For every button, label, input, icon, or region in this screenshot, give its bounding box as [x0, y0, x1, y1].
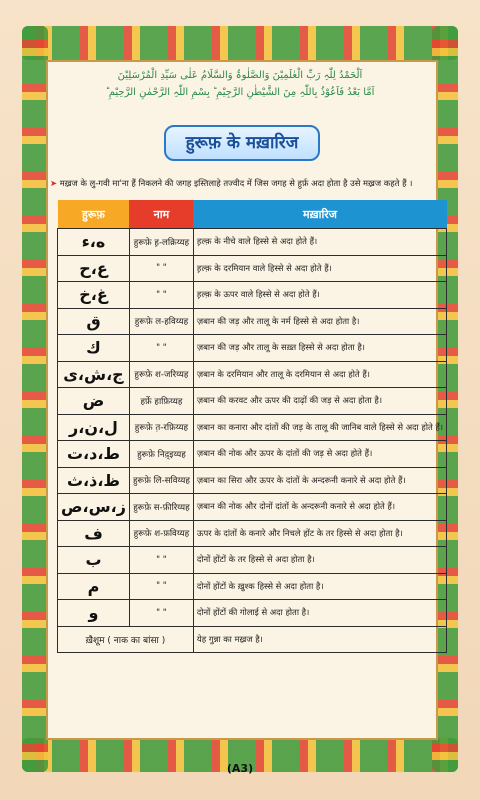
arabic-line-2: اَمَّا بَعْدُ فَاَعُوْذُ بِاللّٰہِ مِنَ الشَّیْطٰنِ الرَّجِیْمِ ؕ بِسْمِ اللّٰہِ الرَّحْمٰنِ الرَّحِیْمِ ؕ	[105, 87, 375, 98]
arrow-icon: ➤	[50, 178, 58, 188]
letters-cell: و	[58, 600, 130, 627]
desc-cell: ज़बान का कनारा और दांतों की जड़ के तालू की जानिब वाले हिस्से से अदा होते हैं।	[193, 414, 446, 441]
table-row	[58, 494, 447, 521]
table-row	[58, 573, 447, 600]
table-row	[58, 467, 447, 494]
table-row	[58, 600, 447, 627]
desc-cell: ज़बान की करवट और ऊपर की दाढ़ों की जड़ से अदा होता है।	[193, 388, 446, 415]
name-cell: हुरूफ़े निद़्इय्यह	[129, 441, 193, 468]
desc-cell: ज़बान का सिरा और ऊपर के दांतों के अन्दरूनी कनारे से अदा होते हैं।	[193, 467, 446, 494]
table-row	[58, 520, 447, 547]
name-cell: हुरूफ़े लि-सविय्यह	[129, 467, 193, 494]
table-row	[58, 547, 447, 574]
desc-cell: ज़बान की जड़ और तालू के सख़्त हिस्से से अदा होता है।	[193, 335, 446, 362]
desc-cell: ह़ल्क़ के ऊपर वाले हिस्से से अदा होते हैं।	[193, 282, 446, 309]
name-cell: हुरूफ़े ल-हविय्यह	[129, 308, 193, 335]
letters-cell: ز،س،ص	[58, 494, 130, 521]
desc-cell: ज़बान की नोक और दोनों दांतों के अन्दरूनी कनारे से अदा होते हैं।	[193, 494, 446, 521]
table-row	[58, 229, 447, 256]
khaishoom-cell: ख़ैशूम ( नाक का बांसा )	[58, 626, 194, 653]
desc-cell: ज़बान की नोक और ऊपर के दांतों की जड़ से अदा होते हैं।	[193, 441, 446, 468]
desc-cell: दोनों होंटों के ख़ुश्क हिस्से से अदा होता है।	[193, 573, 446, 600]
letters-cell: ض	[58, 388, 130, 415]
decorative-border-top	[22, 26, 458, 60]
desc-cell: येह गुन्ना का मख़्रज है।	[193, 626, 446, 653]
arabic-line-1: اَلْحَمْدُ لِلّٰہِ رَبِّ الْعٰلَمِیْنَ وَالصَّلٰوۃُ وَالسَّلَامُ عَلٰی سَیِّدِ الْمُرْسَلِیْنَ	[117, 70, 363, 81]
makharij-table	[57, 200, 447, 653]
header-makharij: मख़ारिज	[193, 200, 446, 229]
table-row	[58, 361, 447, 388]
letters-cell: ج،ش،ی	[58, 361, 130, 388]
name-cell: हुरूफ़े त़-रफ़िय्यह	[129, 414, 193, 441]
name-cell: " "	[129, 547, 193, 574]
table-row	[58, 282, 447, 309]
table-row	[58, 414, 447, 441]
letters-cell: م	[58, 573, 130, 600]
letters-cell: ف	[58, 520, 130, 547]
name-cell: " "	[129, 573, 193, 600]
letters-cell: ط،د،ت	[58, 441, 130, 468]
header-letters: हुरूफ़	[58, 200, 130, 229]
name-cell: हुरूफ़े स-फ़ीरिय्यह	[129, 494, 193, 521]
letters-cell: ق	[58, 308, 130, 335]
name-cell: " "	[129, 600, 193, 627]
table-row-khaishoom	[58, 626, 447, 653]
name-cell: हुरूफ़े ह़-लक़िय्यह	[129, 229, 193, 256]
letters-cell: ل،ن،ر	[58, 414, 130, 441]
desc-cell: ह़ल्क़ के नीचे वाले हिस्से से अदा होते हैं।	[193, 229, 446, 256]
table-header-row	[58, 200, 447, 229]
desc-cell: ह़ल्क़ के दरमियान वाले हिस्से से अदा होते हैं।	[193, 255, 446, 282]
letters-cell: ه،ء	[58, 229, 130, 256]
table-row	[58, 308, 447, 335]
table-row	[58, 335, 447, 362]
letters-cell: غ،خ	[58, 282, 130, 309]
name-cell: हुरूफ़े श-जरिय्यह	[129, 361, 193, 388]
letters-cell: ظ،ذ،ث	[58, 467, 130, 494]
table-row	[58, 441, 447, 468]
name-cell: " "	[129, 282, 193, 309]
decorative-border-left	[22, 26, 48, 772]
header-name: नाम	[129, 200, 193, 229]
desc-cell: ऊपर के दांतों के कनारे और निचले होंट के तर हिस्से से अदा होता है।	[193, 520, 446, 547]
letters-cell: ك	[58, 335, 130, 362]
name-cell: हर्फ़े हाफ़िय्यह	[129, 388, 193, 415]
intro-label: मख़्रज के लु-गवी मा'ना हैं निकलने की जगह इस्तिलाहे तज्वीद में जिस जगह से हुर्फ़ अदा होता है उसे मख़्रज कहते हैं ।	[59, 178, 413, 188]
letters-cell: ب	[58, 547, 130, 574]
table-row	[58, 255, 447, 282]
desc-cell: ज़बान की जड़ और तालू के नर्म हिस्से से अदा होता है।	[193, 308, 446, 335]
desc-cell: दोनों होंटों की गोलाई से अदा होता है।	[193, 600, 446, 627]
name-cell: हुरूफ़े श-फ़विय्यह	[129, 520, 193, 547]
desc-cell: ज़बान के दरमियान और तालू के दरमियान से अदा होते हैं।	[193, 361, 446, 388]
name-cell: " "	[129, 335, 193, 362]
intro-text	[50, 178, 435, 189]
desc-cell: दोनों होंटों के तर हिस्से से अदा होता है।	[193, 547, 446, 574]
table-row	[58, 388, 447, 415]
letters-cell: ع،ح	[58, 255, 130, 282]
page-number: (A3)	[226, 762, 254, 775]
page-title: हुरूफ़ के मख़ारिज	[164, 125, 320, 161]
name-cell: " "	[129, 255, 193, 282]
